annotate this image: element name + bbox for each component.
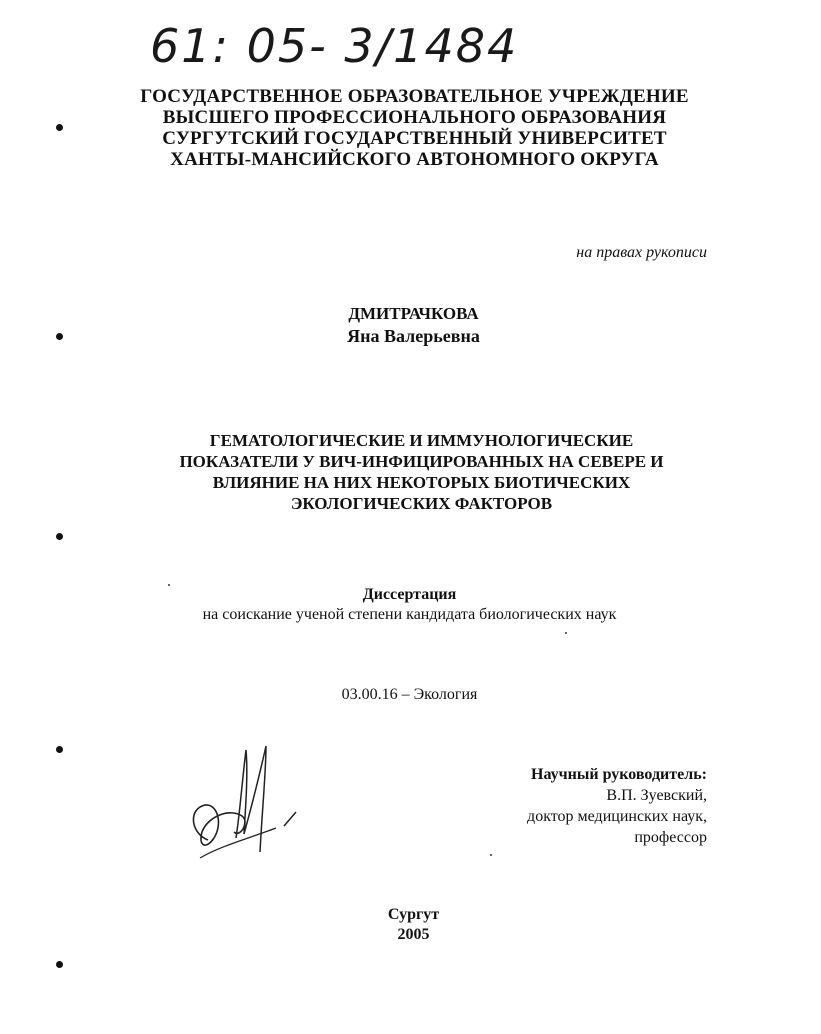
- binding-hole-mark: [56, 746, 63, 753]
- publication-year: 2005: [397, 926, 430, 943]
- supervisor-rank: профессор: [634, 829, 707, 846]
- scan-speck: [565, 632, 567, 634]
- title-line: ГЕМАТОЛОГИЧЕСКИЕ И ИММУНОЛОГИЧЕСКИЕ: [209, 431, 634, 450]
- archive-code-text: 61: 05- 3/1484: [150, 19, 519, 73]
- scan-speck: [168, 584, 170, 586]
- institution-line: ХАНТЫ-МАНСИЙСКОГО АВТОНОМНОГО ОКРУГА: [170, 149, 659, 170]
- specialty-code: 03.00.16 – Экология: [341, 686, 478, 703]
- title-line: ВЛИЯНИЕ НА НИХ НЕКОТОРЫХ БИОТИЧЕСКИХ: [212, 473, 631, 492]
- handwritten-archive-code: [150, 12, 519, 76]
- supervisor-label: Научный руководитель:: [531, 766, 707, 783]
- institution-line: ГОСУДАРСТВЕННОЕ ОБРАЗОВАТЕЛЬНОЕ УЧРЕЖДЕНИЕ: [140, 86, 689, 107]
- binding-hole-mark: [56, 333, 63, 340]
- supervisor-degree: доктор медицинских наук,: [527, 808, 707, 825]
- author-surname: ДМИТРАЧКОВА: [348, 304, 479, 323]
- institution-line: СУРГУТСКИЙ ГОСУДАРСТВЕННЫЙ УНИВЕРСИТЕТ: [162, 128, 667, 149]
- place-of-publication: Сургут: [387, 906, 440, 923]
- binding-hole-mark: [56, 533, 63, 540]
- supervisor-name: В.П. Зуевский,: [606, 787, 707, 804]
- supervisor-block: [527, 764, 707, 848]
- institution-line: ВЫСШЕГО ПРОФЕССИОНАЛЬНОГО ОБРАЗОВАНИЯ: [162, 107, 667, 128]
- binding-hole-mark: [56, 124, 63, 131]
- binding-hole-mark: [56, 961, 63, 968]
- title-line: ЭКОЛОГИЧЕСКИХ ФАКТОРОВ: [290, 494, 553, 513]
- dissertation-title: [22, 430, 821, 514]
- work-type-label: Диссертация: [362, 586, 457, 603]
- title-line: ПОКАЗАТЕЛИ У ВИЧ-ИНФИЦИРОВАННЫХ НА СЕВЕРЕ И: [179, 452, 664, 471]
- manuscript-note: на правах рукописи: [576, 244, 707, 261]
- author-given-names: Яна Валерьевна: [347, 326, 480, 346]
- work-type-purpose: на соискание ученой степени кандидата биологических наук: [202, 606, 617, 623]
- scan-speck: [490, 854, 492, 856]
- author-signature: [180, 742, 310, 872]
- institution-block: [15, 86, 814, 170]
